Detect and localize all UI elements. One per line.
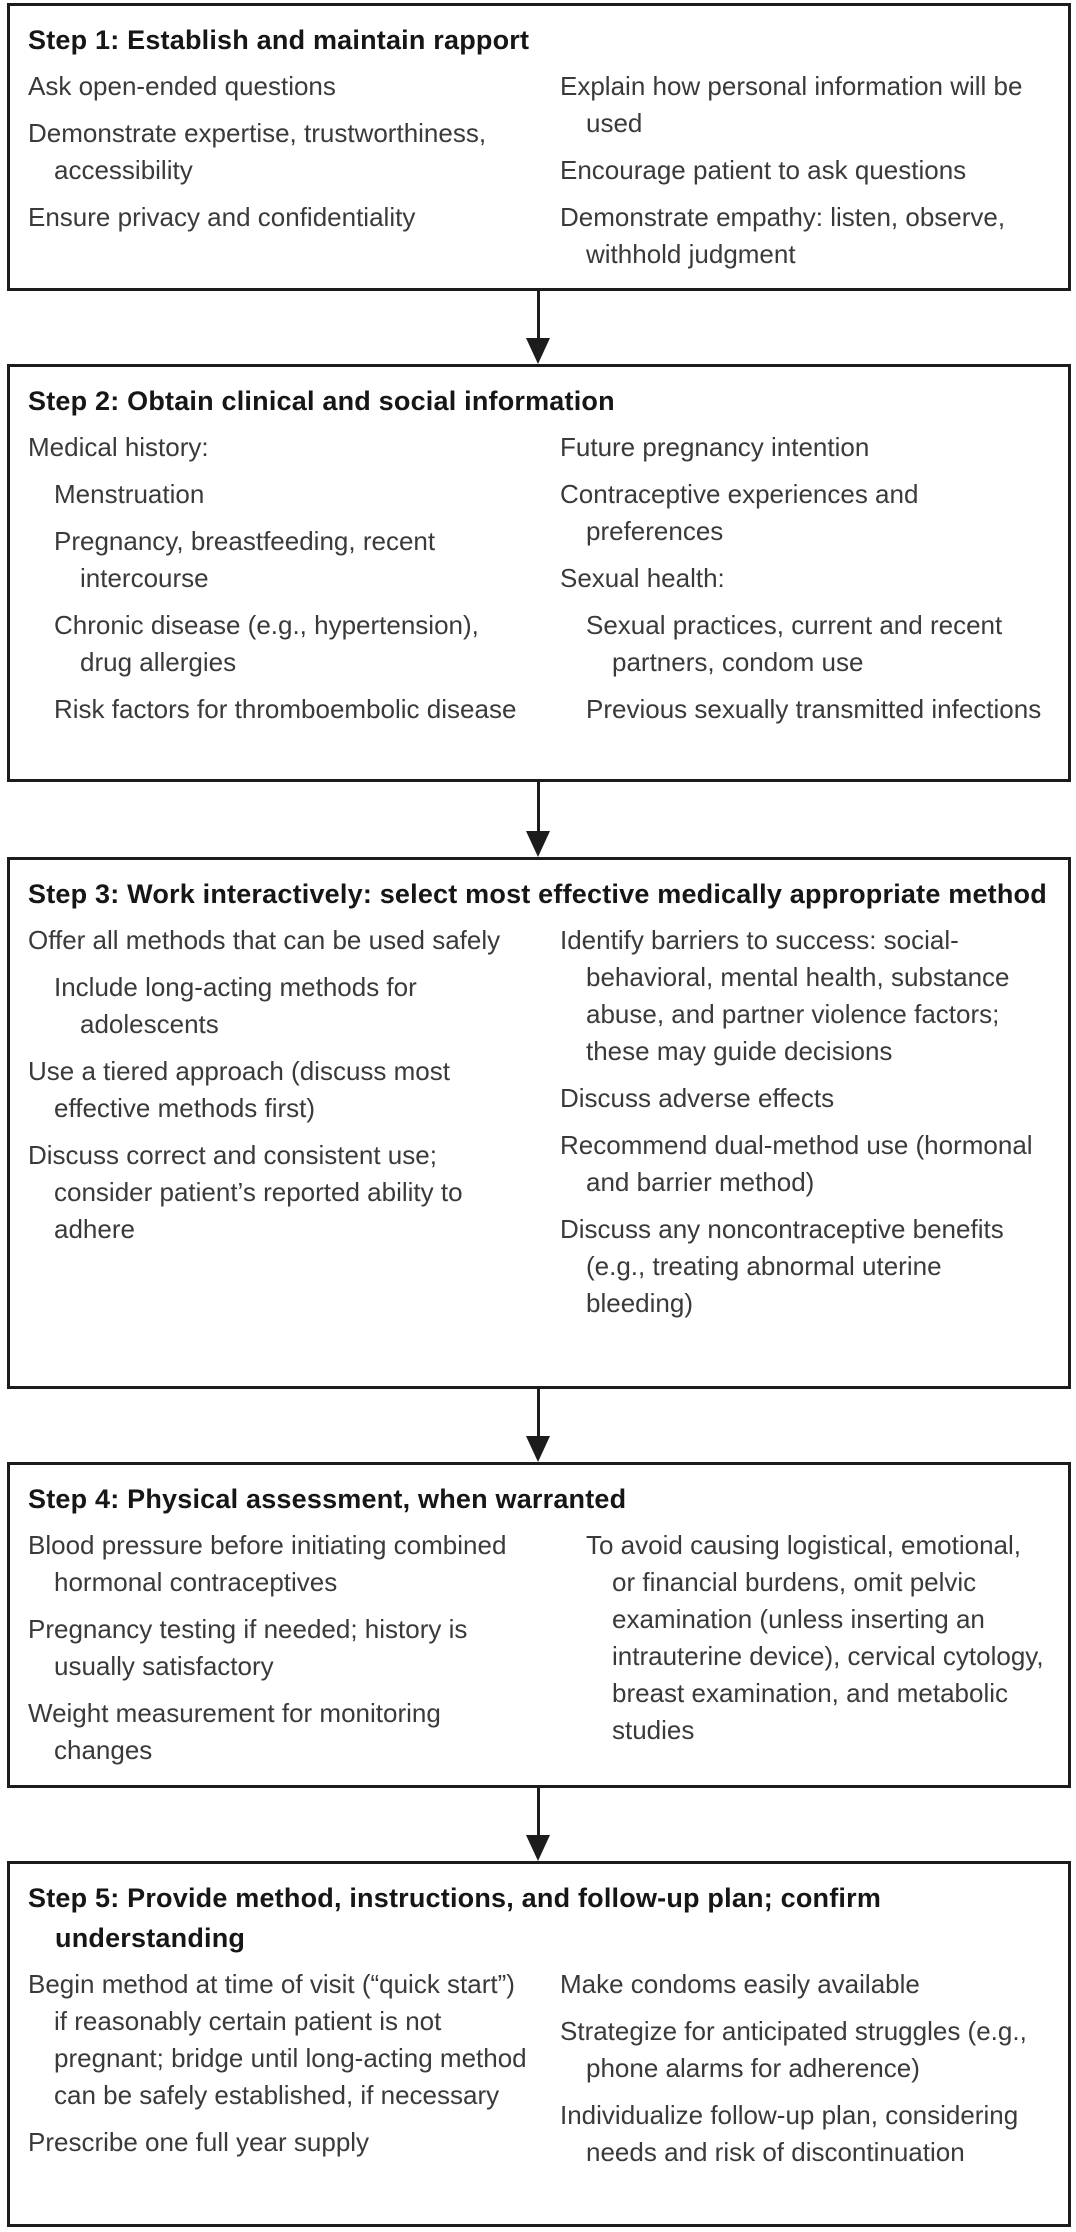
flow-arrow-2	[526, 782, 550, 857]
step-5-right-column	[560, 1966, 1050, 2181]
arrow-down-icon	[526, 1436, 550, 1462]
list-item: Risk factors for thromboembolic disease	[54, 694, 517, 724]
list-item: Make condoms easily available	[560, 1969, 920, 1999]
list-item: Encourage patient to ask questions	[560, 155, 967, 185]
list-item: Offer all methods that can be used safely	[28, 925, 501, 955]
list-item: Blood pressure before initiating combined hormonal contraceptives	[28, 1530, 507, 1597]
arrow-stem	[537, 1788, 540, 1835]
list-item: Weight measurement for monitoring changes	[28, 1698, 441, 1765]
step-1-right-column	[560, 68, 1050, 283]
arrow-down-icon	[526, 338, 550, 364]
step-4-box	[7, 1462, 1071, 1788]
step-5-title: Step 5: Provide method, instructions, and follow-up plan; confirm understanding	[28, 1883, 882, 1953]
flow-arrow-1	[526, 291, 550, 364]
list-item: Sexual practices, current and recent partners, condom use	[586, 610, 1003, 677]
list-item: Identify barriers to success: social-behavioral, mental health, substance abuse, and partner violence factors; these may guide decisions	[560, 925, 1010, 1066]
arrow-down-icon	[526, 1835, 550, 1861]
step-4-title: Step 4: Physical assessment, when warranted	[28, 1484, 627, 1514]
step-2-left-column	[28, 429, 533, 738]
list-item: Menstruation	[54, 479, 205, 509]
list-item: Strategize for anticipated struggles (e.g., phone alarms for adherence)	[560, 2016, 1027, 2083]
step-1-left-column	[28, 68, 533, 246]
step-4-left-column	[28, 1527, 533, 1779]
flow-arrow-4	[526, 1788, 550, 1861]
step-5-box	[7, 1861, 1071, 2227]
list-item: Chronic disease (e.g., hypertension), drug allergies	[54, 610, 479, 677]
list-item: Previous sexually transmitted infections	[586, 694, 1042, 724]
step-3-left-column	[28, 922, 533, 1258]
list-item: Discuss adverse effects	[560, 1083, 835, 1113]
step-1-title: Step 1: Establish and maintain rapport	[28, 25, 530, 55]
list-item: Discuss any noncontraceptive benefits (e.g., treating abnormal uterine bleeding)	[560, 1214, 1004, 1318]
flow-arrow-3	[526, 1389, 550, 1462]
list-item: Begin method at time of visit (“quick start”) if reasonably certain patient is not pregnant; bridge until long-acting method can be safely established, if necessary	[28, 1969, 527, 2110]
list-item: Individualize follow-up plan, considering needs and risk of discontinuation	[560, 2100, 1019, 2167]
step-3-box	[7, 857, 1071, 1389]
step-1-box	[7, 3, 1071, 291]
list-item: Ensure privacy and confidentiality	[28, 202, 416, 232]
arrow-down-icon	[526, 831, 550, 857]
list-item: Contraceptive experiences and preferences	[560, 479, 919, 546]
list-item: Prescribe one full year supply	[28, 2127, 370, 2157]
list-item: Explain how personal information will be used	[560, 71, 1023, 138]
step-2-box	[7, 364, 1071, 782]
list-item: Include long-acting methods for adolescents	[54, 972, 417, 1039]
arrow-stem	[537, 291, 540, 338]
step-3-right-column	[560, 922, 1050, 1332]
arrow-stem	[537, 1389, 540, 1436]
step-2-title: Step 2: Obtain clinical and social information	[28, 386, 615, 416]
step-3-title: Step 3: Work interactively: select most effective medically appropriate method	[28, 879, 1047, 909]
list-item: Pregnancy, breastfeeding, recent intercourse	[54, 526, 436, 593]
step-4-right-column	[560, 1527, 1050, 1759]
list-item: Discuss correct and consistent use; consider patient’s reported ability to adhere	[28, 1140, 463, 1244]
list-item: Pregnancy testing if needed; history is usually satisfactory	[28, 1614, 468, 1681]
list-item: Sexual health:	[560, 563, 725, 593]
arrow-stem	[537, 782, 540, 831]
list-item: Use a tiered approach (discuss most effective methods first)	[28, 1056, 450, 1123]
list-item: Ask open-ended questions	[28, 71, 336, 101]
list-item: Demonstrate empathy: listen, observe, withhold judgment	[560, 202, 1006, 269]
list-item: Future pregnancy intention	[560, 432, 870, 462]
list-item: To avoid causing logistical, emotional, or financial burdens, omit pelvic examination (unless inserting an intrauterine device), cervical cytology, breast examination, and metabolic studies	[586, 1530, 1044, 1745]
step-5-left-column	[28, 1966, 533, 2171]
list-item: Demonstrate expertise, trustworthiness, accessibility	[28, 118, 487, 185]
list-item: Recommend dual-method use (hormonal and barrier method)	[560, 1130, 1033, 1197]
step-2-right-column	[560, 429, 1050, 738]
list-item: Medical history:	[28, 432, 209, 462]
